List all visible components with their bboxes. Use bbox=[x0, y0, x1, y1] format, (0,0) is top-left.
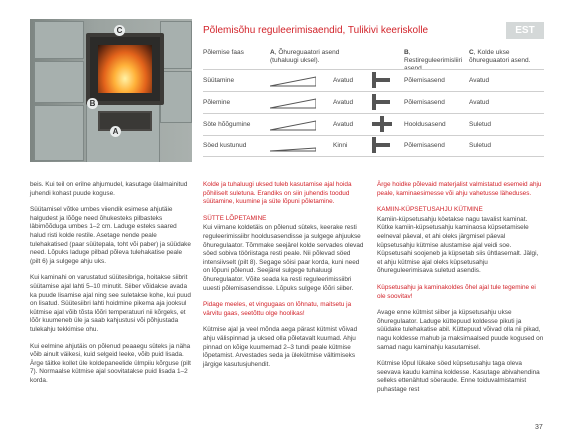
header-phase: Põlemise faas bbox=[203, 49, 244, 56]
stone-block bbox=[160, 21, 192, 69]
paragraph: Kütmise lõpul lükake söed küpsetusahju taga oleva seevava kaudu kamina koldesse. Kasutage abivahendina selleks ettenähtud söeraude. Enne toiduvalmistamist puhastage rest bbox=[377, 360, 540, 393]
header-a: A, Õhureguaatori asend (tuhaluugi uksel). bbox=[270, 49, 340, 64]
paragraph: Avage enne kütmist siiber ja küpsetusahju ukse õhuregulaator. Laduge küttepuud koldesse pikuti ja süüdake tulehakatise abil. Küttepuud võivad olla nii pikad, nagu koldesse mahub ja maksimaalsed puude kogused on samad nagu kaminahju kasutamisel. bbox=[377, 309, 544, 351]
fire bbox=[98, 45, 152, 93]
paragraph: Kui viimane koldetäis on põlenud süteks, keerake resti reguleerimissiibr hooldusasendisse ja sulgege ahjuukse õhuregulaator. Tõmmake seejärel kolde servades olevad söed sobiva tööriistaga resti peale. Nii põlevad söed intensiivselt (pilt 8). Segage söisi paar korda, kuni need on lõpuni põlenud. Seejärel sulgege tuhaluugi õhuregulaator. Võite seada ka resti reguleerimissiibri uuesti põlemisasendisse. Lõpuks sulgege lõõri siiber. bbox=[203, 224, 364, 292]
stone-block bbox=[160, 71, 192, 123]
row-a-value: Avatud bbox=[333, 99, 354, 106]
grate-lever-burn-icon bbox=[372, 94, 392, 110]
row-a-value: Kinni bbox=[333, 142, 348, 149]
marker-c: C bbox=[114, 25, 125, 36]
page-number: 37 bbox=[535, 424, 543, 431]
paragraph: Kui kaminahi on varustatud süütesibriga, hoitakse siibrit süütamise ajal lahti 5–10 minutit. Siiber võidakse avada ka puude lisamise ajal ning see suletakse kohe, kui puud on lisatud. Süütesiibri lahti hoidmine pikema aja jooksul kütmise ajal võib tõsta lõõri temperatuuri nii kõrgeks, et lõõr kuumeneb üle ja saab kahjustusi või põhjustada tulekahju tekkimise ohu. bbox=[30, 274, 191, 333]
header-c: C, Kolde ukse õhureguaatori asend. bbox=[469, 49, 531, 64]
row-a-value: Avatud bbox=[333, 77, 354, 84]
section-heading: SÜTTE LÕPETAMINE bbox=[203, 214, 267, 222]
row-b-value: Põlemisasend bbox=[404, 99, 445, 106]
row-c-value: Suletud bbox=[469, 121, 492, 128]
header-b: B, Restireguleerimisliiri bbox=[404, 49, 463, 64]
table-title: Põlemisõhu reguleerimisaendid, Tulikivi keeriskolle bbox=[203, 25, 429, 36]
language-badge: EST bbox=[506, 22, 544, 39]
stove-photo bbox=[30, 19, 192, 162]
table-divider bbox=[203, 113, 544, 114]
row-c-value: Avatud bbox=[469, 99, 490, 106]
table-divider bbox=[203, 91, 544, 92]
paragraph: Süütamisel võtke umbes viiendik esimese ahjutäie halgudest ja lõõge need õhukesteks pilbasteks läbimõõduga umbes 1–2 cm. Laduge esteks saared halud risti kolde restile. Asetage nende peale tulehakatised (paar süütepala, toht või paber) ja süüdake need. Lõpuks laduge pilbad põleva tulehakatise peale (pilt 6) ja sulgege ahju uks. bbox=[30, 206, 191, 265]
warning-paragraph: Kolde ja tuhaluugi uksed tuleb kasutamise ajal hoida põhiliselt suletuna. Erandiks on siin juhendis toodud süütamine, kuumine ja süte lõpuni põletamine. bbox=[203, 181, 352, 206]
row-c-value: Avatud bbox=[469, 77, 490, 84]
text-column-1 bbox=[30, 181, 192, 393]
ash-door bbox=[98, 111, 152, 131]
table-divider bbox=[203, 156, 544, 157]
row-phase: Söte hõõgumine bbox=[203, 121, 251, 128]
grate-lever-burn-icon bbox=[372, 72, 392, 88]
text-column-2 bbox=[203, 181, 365, 377]
marker-b: B bbox=[87, 98, 98, 109]
row-b-value: Põlemisasend bbox=[404, 142, 445, 149]
fire-door bbox=[86, 33, 164, 105]
text-column-3 bbox=[377, 181, 544, 402]
regulator-closed-icon bbox=[270, 139, 316, 153]
grate-lever-maintenance-icon bbox=[372, 116, 392, 132]
paragraph: Kui eelmine ahjutäis on põlenud peaaegu süteks ja näha võib ainult väikesi, kuid selgeid leeke, võib puid lisada. Ärge täitke kollet üle koldepaneelide ülmpiiu kõrguse (pilt 7). Normaalse kütmise ajal soovitatakse puid lisada 1–2 korda. bbox=[30, 342, 191, 384]
row-b-value: Põlemisasend bbox=[404, 77, 445, 84]
warning-paragraph: Pidage meeles, et vingugaas on lõhnatu, maitsetu ja värvitu gaas, seetõttu olge hoolikas! bbox=[203, 301, 352, 317]
stone-block bbox=[34, 61, 84, 103]
paragraph: Kütmise ajal ja veel mõnda aega pärast kütmist võivad ahju välispinnad ja uksed olla põletavalt kuumad. Ahju pinnad on kõige kuumemad 2–3 tundi peale kütmise lõpetamist. Arvestades seda ja ülekütmise vältimiseks järgige kasutusjuhendit. bbox=[203, 326, 358, 368]
warning-paragraph: Ärge hoidke põlevaid materjalist valmistatud esemeid ahju peale, kaminaesimesse või ahju vahetusse läheduses. bbox=[377, 181, 542, 197]
row-c-value: Suletud bbox=[469, 142, 492, 149]
table-divider bbox=[203, 69, 544, 70]
paragraph: Kamiin-küpsetusahju köetakse nagu tavalist kaminat. Kütke kamiin-küpsetusahju kaminaosa küpsetamisele eelneval päeval, et ahi oleks järgmisel päeval küpsetusahju kütmise alustamise ajal veidi soe. Küpsetusahi soojeneb ja küpsetab siis ühtlasemalt. Jälgi, et ahju kütmise ajal oleks küpsetusahju õhureguleerimisava suletud asendis. bbox=[377, 215, 539, 275]
marker-a: A bbox=[110, 126, 121, 137]
row-phase: Süütamine bbox=[203, 77, 235, 84]
paragraph: beis. Kui teil on erilne ahjumudel, kasutage ülalmainitud juhendi kohast puude koguse. bbox=[30, 181, 188, 197]
stone-block bbox=[34, 105, 84, 161]
row-phase: Põlemine bbox=[203, 99, 231, 106]
warning-paragraph: Küpsetusahju ja kaminakoldes õhel ajal tule tegemine ei ole soovitav! bbox=[377, 283, 536, 300]
grate-lever-burn-icon bbox=[372, 137, 392, 153]
row-b-value: Hooldusasend bbox=[404, 121, 446, 128]
stone-block bbox=[34, 21, 84, 59]
row-phase: Söed kustunud bbox=[203, 142, 247, 149]
regulator-open-icon bbox=[270, 118, 316, 132]
table-divider bbox=[203, 135, 544, 136]
row-a-value: Avatud bbox=[333, 121, 354, 128]
regulator-open-icon bbox=[270, 96, 316, 110]
section-heading: KAMIIN-KÜPSETUSAHJU KÜTMINE bbox=[377, 206, 483, 214]
regulator-open-icon bbox=[270, 74, 316, 88]
